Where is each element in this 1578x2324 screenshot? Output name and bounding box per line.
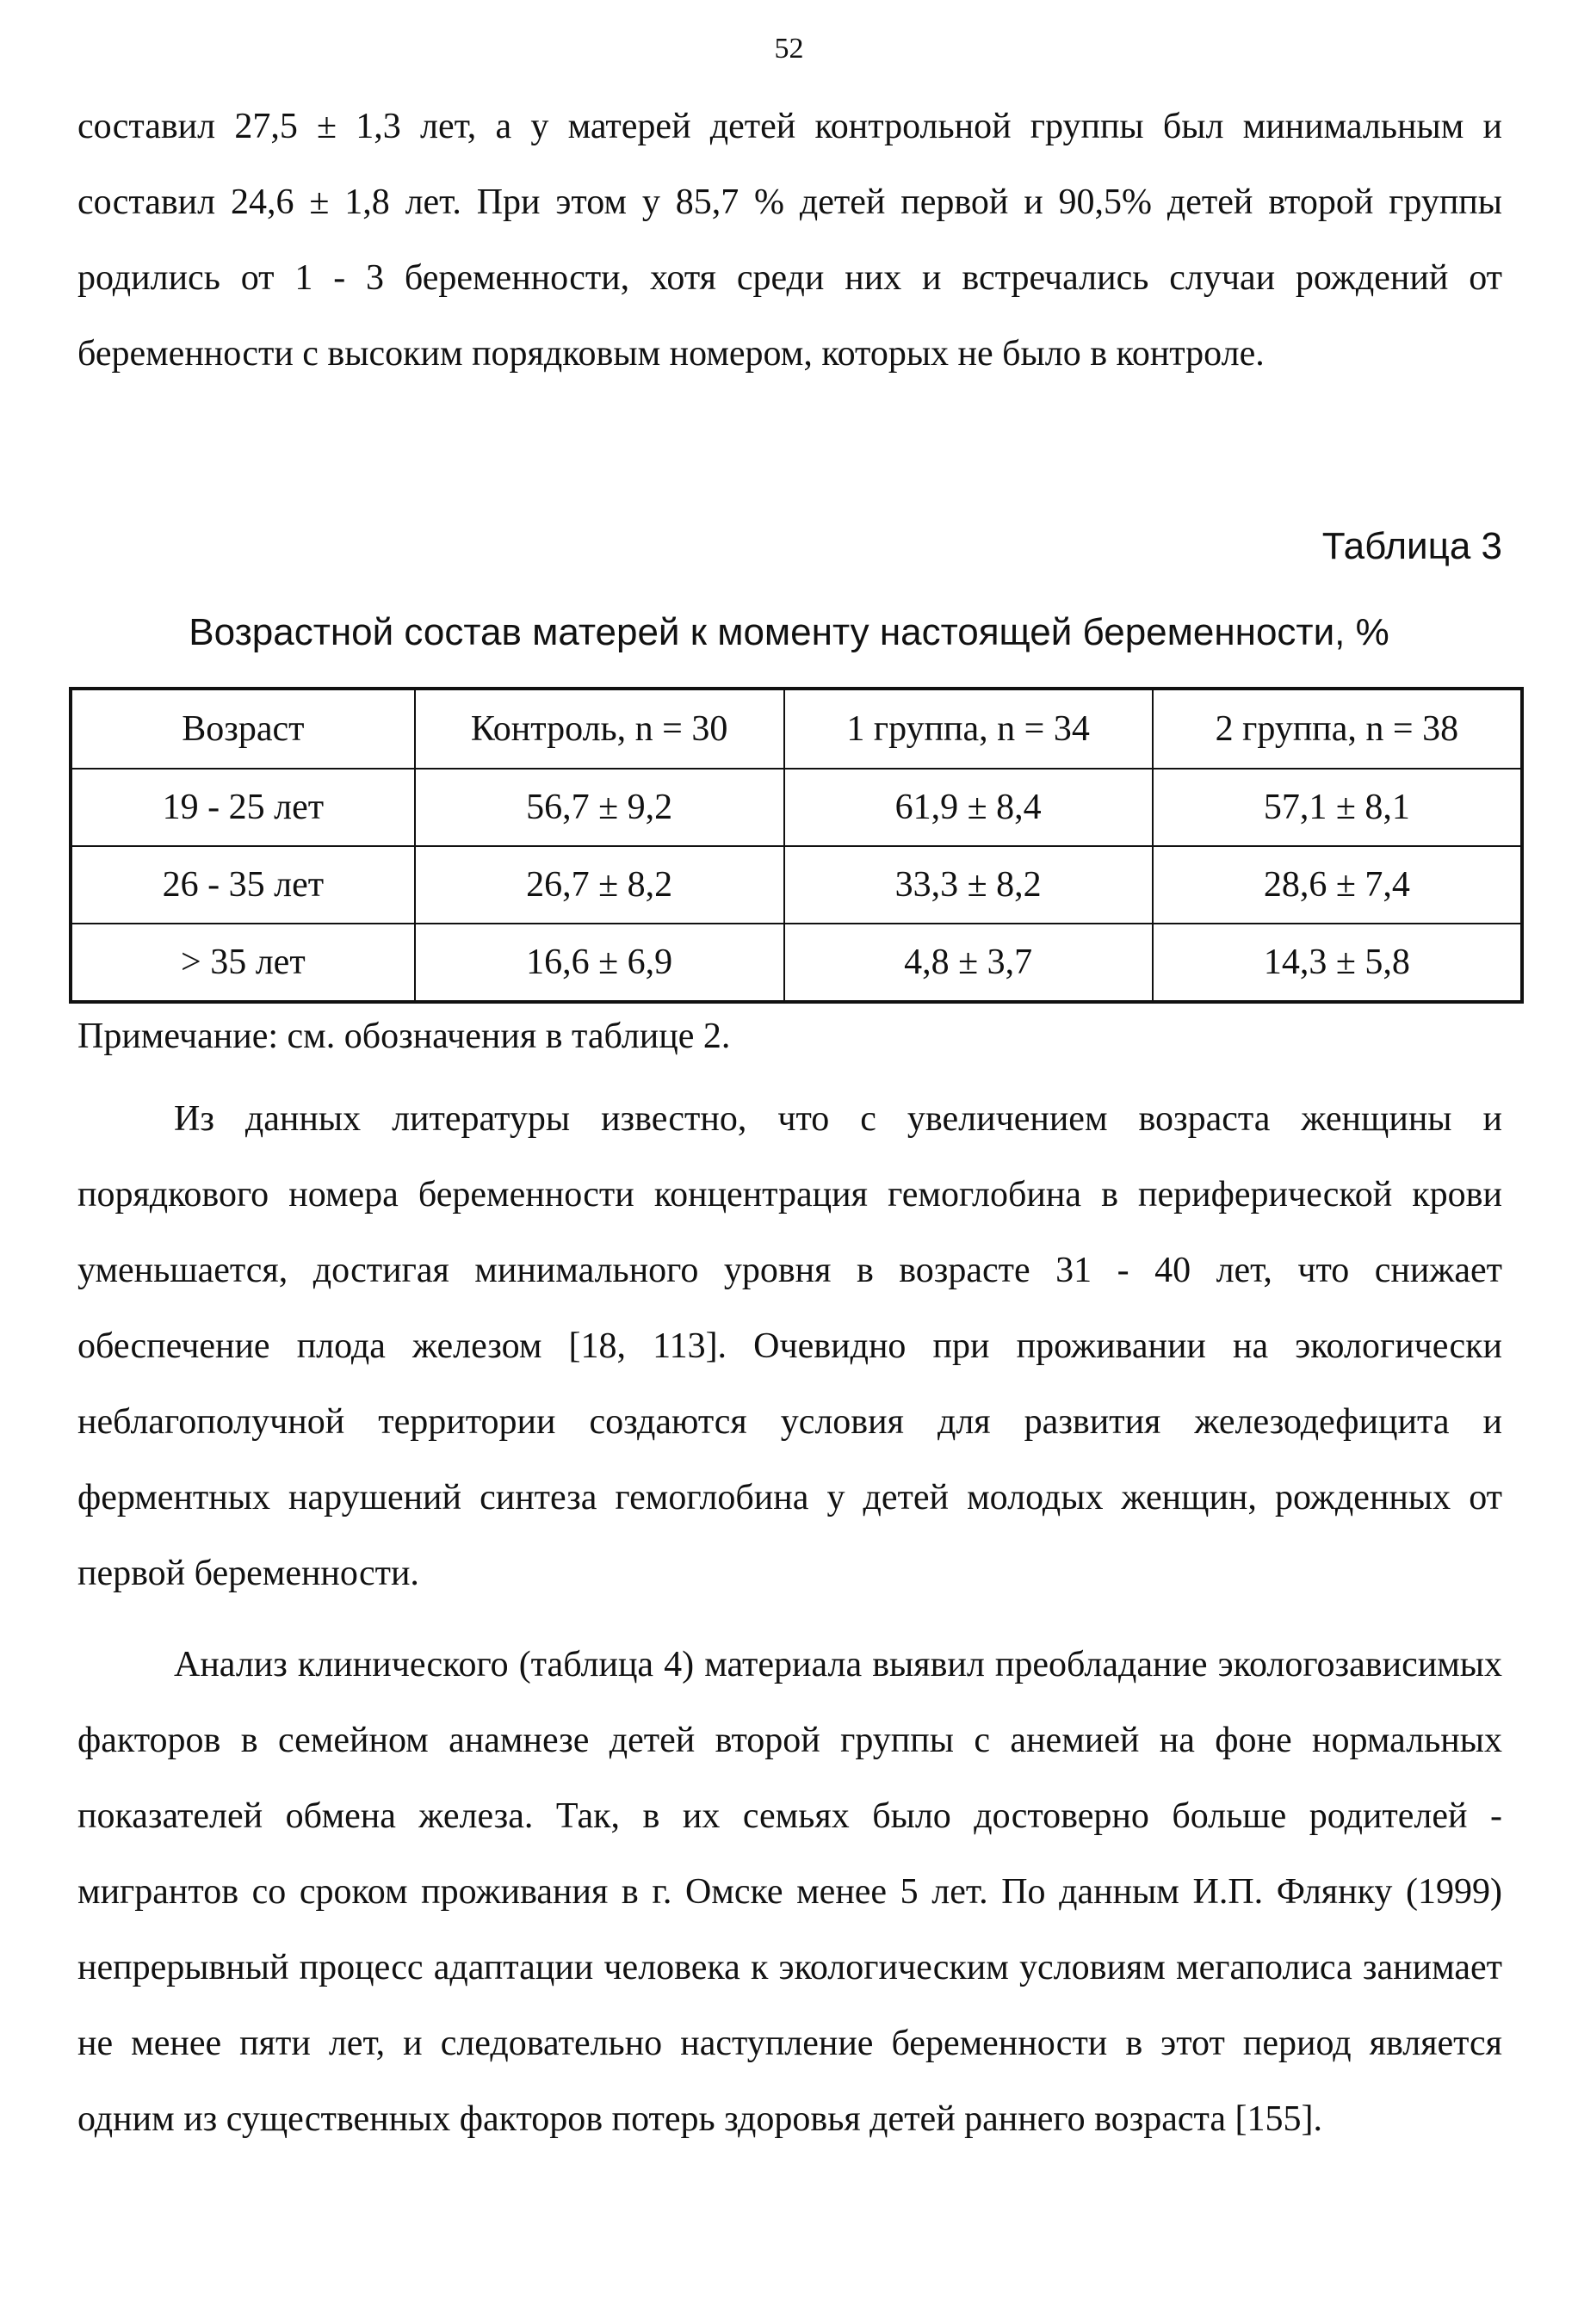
- table-cell: 16,6 ± 6,9: [415, 924, 784, 1002]
- page-number: 52: [774, 33, 804, 65]
- paragraph-2: Из данных литературы известно, что с увеличением возраста женщины и порядкового номера беременности концентрация гемоглобина в периферической крови уменьшается, достигая минимального уровня в возрасте 31 - 40 лет, что снижает обеспечение плода железом [18, 113]. Очевидно при проживании на экологически неблагополучной территории создаются условия для развития железодефицита и ферментных нарушений синтеза гемоглобина у детей молодых женщин, рожденных от первой беременности.: [77, 1099, 1502, 1593]
- table-cell: 57,1 ± 8,1: [1153, 769, 1522, 846]
- table-cell: 56,7 ± 9,2: [415, 769, 784, 846]
- table-row: [71, 846, 1522, 924]
- table-cell: 61,9 ± 8,4: [784, 769, 1153, 846]
- header-control: Контроль, n = 30: [415, 689, 784, 769]
- table-cell: 26 - 35 лет: [71, 846, 415, 924]
- table-row: [71, 924, 1522, 1002]
- table-cell: 14,3 ± 5,8: [1153, 924, 1522, 1002]
- header-age: Возраст: [71, 689, 415, 769]
- table-caption: Таблица 3: [1321, 525, 1502, 567]
- table-cell: 19 - 25 лет: [71, 769, 415, 846]
- table-cell: > 35 лет: [71, 924, 415, 1002]
- paragraph-3: Анализ клинического (таблица 4) материала выявил преобладание экологозависимых факторов в семейном анамнезе детей второй группы с анемией на фоне нормальных показателей обмена железа. Так, в их семьях было достоверно больше родителей - мигрантов со сроком проживания в г. Омске менее 5 лет. По данным И.П. Флянку (1999) непрерывный процесс адаптации человека к экологическим условиям мегаполиса занимает не менее пяти лет, и следовательно наступление беременности в этот период является одним из существенных факторов потерь здоровья детей раннего возраста [155].: [77, 1645, 1502, 2139]
- table-title: Возрастной состав матерей к моменту настоящей беременности, %: [189, 611, 1389, 653]
- table-cell: 28,6 ± 7,4: [1153, 846, 1522, 924]
- table-header-row: [71, 689, 1522, 769]
- table-cell: 26,7 ± 8,2: [415, 846, 784, 924]
- paragraph-1: составил 27,5 ± 1,3 лет, а у матерей детей контрольной группы был минимальным и составил 24,6 ± 1,8 лет. При этом у 85,7 % детей первой и 90,5% детей второй группы родились от 1 - 3 беременности, хотя среди них и встречались случаи рождений от беременности с высоким порядковым номером, которых не было в контроле.: [77, 107, 1502, 374]
- table-cell: 33,3 ± 8,2: [784, 846, 1153, 924]
- table-cell: 4,8 ± 3,7: [784, 924, 1153, 1002]
- table-note: Примечание: см. обозначения в таблице 2.: [77, 1017, 731, 1056]
- age-composition-table: [69, 687, 1524, 1004]
- header-group-2: 2 группа, n = 38: [1153, 689, 1522, 769]
- header-group-1: 1 группа, n = 34: [784, 689, 1153, 769]
- table-row: [71, 769, 1522, 846]
